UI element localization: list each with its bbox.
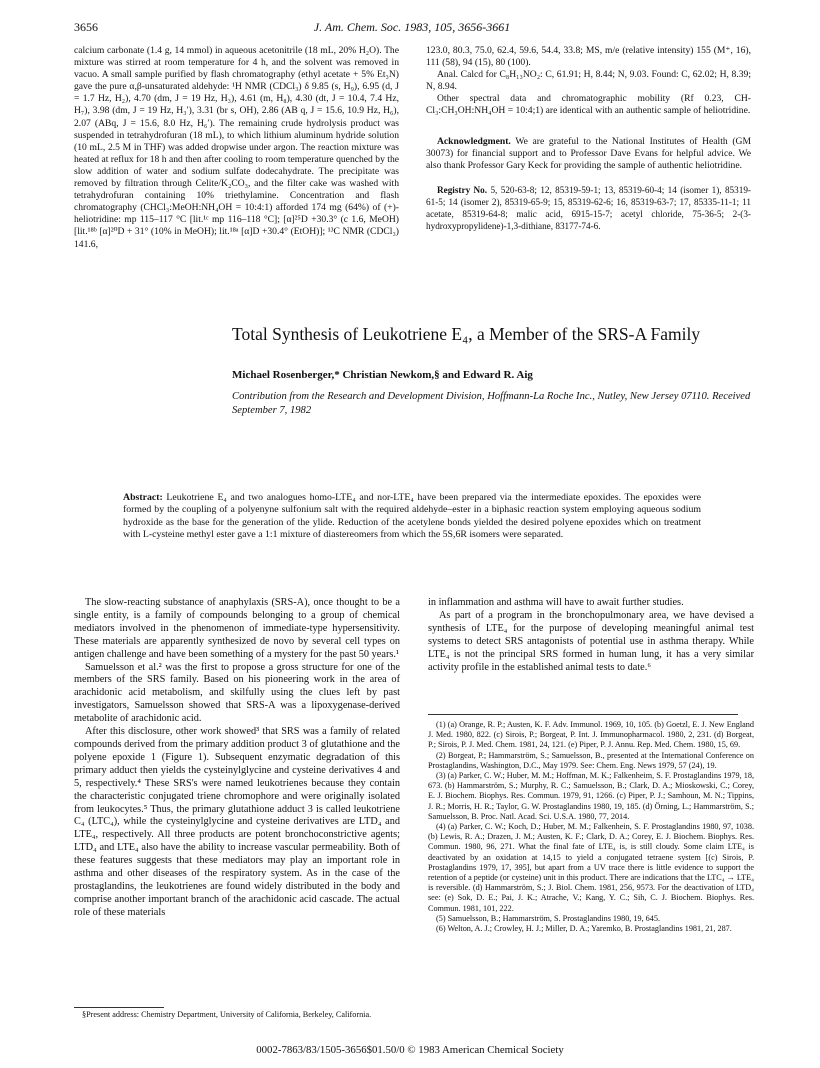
registry-numbers: [426, 184, 751, 232]
previous-article-experimental: [74, 45, 399, 251]
previous-article-end: [426, 45, 751, 232]
footnote-divider: [428, 714, 738, 715]
footnote-1: (1) (a) Orange, R. P.; Austen, K. F. Adv. Immunol. 1969, 10, 105. (b) Goetzl, E. J. New England J. Med. 1980, 822. (c) Sirois, P.; Borgeat, P. Int. J. Immunopharmacol. 1980, 2, 231. (d) Borgeat, P.; Sirois, P. J. Med. Chem. 1981, 24, 121. (e) Piper, P. J. Annu. Rep. Med. Chem. 1980, 15, 69.: [428, 720, 754, 750]
body-column-left: [74, 597, 400, 920]
page-number: 3656: [74, 20, 98, 34]
acknowledgment-heading: Acknowledgment.: [437, 135, 511, 147]
registry-text: 5, 520-63-8; 12, 85319-59-1; 13, 85319-60-4; 14 (isomer 1), 85319-61-5; 14 (isomer 2), 85319-65-9; 15, 85319-62-6; 16, 85319-63-7; 17, 85335-11-1; 11 acetate, 85319-64-8; malic acid, 6915-15-7; acetyl chloride, 75-36-5; 2-(3-hydroxypropylidene)-1,3-dithiane, 83177-74-6.: [426, 184, 751, 232]
spectral-note: Other spectral data and chromatographic mobility (Rf 0.23, CH-Cl₃:CH₃OH:NH₄OH = 10:4;1) are identical with an authentic sample of heliotridine.: [426, 93, 751, 117]
footnote-5: (5) Samuelsson, B.; Hammarström, S. Prostaglandins 1980, 19, 645.: [436, 913, 661, 923]
abstract-heading: Abstract:: [123, 492, 163, 503]
body-paragraph: The slow-reacting substance of anaphylaxis (SRS-A), once thought to be a single entity, is a family of compounds belonging to a group of chemical mediators involved in the phenomenon of immediate-type hypersensitivity. These materials are apparently synthesized de novo by several cell types on antigen challenge and have been something of a mystery for the past 50 years.¹: [74, 597, 400, 660]
body-paragraph: As part of a program in the bronchopulmonary area, we have devised a synthesis of LTE₄ for the purpose of developing meaningful animal test systems to detect SRS antagonists of potential use in asthma therapy. While LTE₄ is not the principal SRS formed in human lung, it has a very similar activity profile in the established animal tests to date.⁶: [428, 609, 754, 673]
footnotes: [428, 720, 754, 934]
elemental-analysis: Anal. Calcd for C₈H₁₃NO₂: C, 61.91; H, 8.44; N, 9.03. Found: C, 62.02; H, 8.39; N, 8.94.: [426, 69, 751, 93]
footnote-4: (4) (a) Parker, C. W.; Koch, D.; Huber, M. M.; Falkenhein, S. F. Prostaglandins 1980, 97, 1038. (b) Lewis, R. A.; Drazen, J. M.; Austen, K. F.; Clark, D. A.; Corey, E. J. Biochem. Biophys. Res. Commun. 1980, 96, 271. What the final fate of LTE₄ is, is still cloudy. Some claim LTE₄ is deactivated by an oxidation at 14,15 to yield a conjugated tetraene system [(c) Sirois, P. Prostaglandins 1979, 17, 395], but apart from a UV trace there is little evidence to support the retention of a peptide (or cysteine) unit in this product. There are indications that the LTC₄ → LTE₄ is reversible. (d) Hammarström, S.; J. Biol. Chem. 1981, 256, 9573. For the deactivation of LTD₄ see: (e) Sok, D. E.; Pai, J. K.; Atrache, V.; Kang, Y. C.; Sih, C. J. Biochem. Biophys. Res. Commun. 1981, 101, 222.: [428, 822, 754, 913]
present-address-divider: [74, 1007, 164, 1008]
footnote-3: (3) (a) Parker, C. W.; Huber, M. M.; Hoffman, M. K.; Falkenheim, S. F. Prostaglandins 1979, 18, 673. (b) Hammarström, S.; Murphy, R. C.; Samuelsson, B.; Clark, D. A.; Mioskowski, C.; Corey, E. J. Biochem. Biophys. Res. Commun. 1979, 91, 1266. (c) Piper, P. J.; Samhoun, M. N.; Tippins, J. R.; Morris, H. R.; Taylor, G. W. Prostaglandins 1980, 19, 185. (d) Örning, L.; Hammarström, S.; Samuelsson, B. Proc. Natl. Acad. Sci. U.S.A. 1980, 77, 2014.: [428, 771, 754, 821]
footnote-6: (6) Welton, A. J.; Crowley, H. J.; Miller, D. A.; Yaremko, B. Prostaglandins 1981, 21, 287.: [436, 924, 732, 934]
nmr-continued: 123.0, 80.3, 75.0, 62.4, 59.6, 54.4, 33.8; MS, m/e (relative intensity) 155 (M⁺, 16), 111 (58), 94 (15), 80 (100).: [426, 45, 751, 69]
journal-citation: J. Am. Chem. Soc. 1983, 105, 3656-3661: [313, 20, 511, 34]
article-title: Total Synthesis of Leukotriene E₄, a Member of the SRS-A Family: [232, 324, 701, 344]
body-paragraph: Samuelsson et al.² was the first to propose a gross structure for one of the members of the SRS family. Based on his pioneering work in the area of arachidonic acid metabolism, and skilfully using the clues left by past investigators, Samuelsson showed that SRS-A was a lipoxygenase-derived metabolite of arachidonic acid.: [74, 661, 400, 725]
acknowledgment: [426, 136, 751, 172]
copyright-footer: 0002-7863/83/1505-3656$01.50/0 © 1983 American Chemical Society: [256, 1044, 564, 1056]
registry-heading: Registry No.: [437, 184, 488, 195]
running-header: [74, 20, 750, 38]
footnote-2: (2) Borgeat, P.; Hammarström, S.; Samuelsson, B., presented at the International Conference on Prostaglandins, Washington, D.C., May 1979. See: Chem. Eng. News 1979, 57 (24), 19.: [428, 750, 754, 770]
present-address-note: §Present address: Chemistry Department, University of California, Berkeley, California.: [82, 1010, 372, 1019]
abstract: [123, 492, 701, 542]
experimental-paragraph: calcium carbonate (1.4 g, 14 mmol) in aqueous acetonitrile (18 mL, 20% H₂O). The mixture was stirred at room temperature for 4 h, and the solvent was removed in vacuo. A small sample purified by flash chromatography (ethyl acetate + 5% Et₃N) gave the pure α,β-unsaturated aldehyde: ¹H NMR (CDCl₃) δ 9.85 (s, H₉), 6.95 (d, J = 1.7 Hz, H₂), 4.70 (dm, J = 19 Hz, H₃), 4.61 (m, H₈), 4.30 (dt, J = 10.4, 7.4 Hz, H₇), 3.98 (dm, J = 19 Hz, H₃′), 3.31 (br s, OH), 2.86 (AB q, J = 15.6, 10.9 Hz, H₆), 2.07 (ABq, J = 15.6, 8.0 Hz, H₆′). The remaining crude hydrolysis product was suspended in tetrahydrofuran (18 mL), to which lithium aluminum hydride solution (10 mL, 2.5 M in THF) was added dropwise under argon. The reaction mixture was heated at reflux for 18 h and then after cooling to room temperature quenched by the slow addition of water and sodium sulfate dodecahydrate. The precipitate was removed by filtration through Celite/K₂CO₃, and the filter cake was washed with tetrahydrofuran containing 10% triethylamine. Concentration and flash chromatography (CHCl₃:MeOH:NH₄OH = 10:4:1) afforded 174 mg (64%) of (+)-heliotridine: mp 115–117 °C [lit.¹ᶜ mp 116–118 °C]; [α]²⁵D +30.3° (c 1.6, MeOH) [lit.¹⁸ᵇ [α]²⁰D + 31° (10% in MeOH); lit.¹⁸ᵃ [α]D +30.4° (EtOH)]; ¹³C NMR (CDCl₃) 141.6,: [74, 45, 399, 250]
acknowledgment-text: We are grateful to the National Institutes of Health (GM 30073) for financial support and to Professor Dave Evans for helpful advice. We also thank Professor Gary Keck for providing the sample of authentic heliotridine.: [426, 135, 751, 171]
body-paragraph: in inflammation and asthma will have to await further studies.: [428, 597, 684, 608]
abstract-text: Leukotriene E₄ and two analogues homo-LTE₄ and nor-LTE₄ have been prepared via the intermediate epoxides. The epoxides were formed by the coupling of a polyenyne sulfonium salt with the required aldehyde–ester in a biphasic reaction system employing aqueous sodium hydroxide as the base for the generation of the ylide. Reduction of the acetylene bonds yielded the desired polyene epoxides which on treatment with L-cysteine methyl ester gave a 1:1 mixture of diastereomers from which the 5S,6R isomers were separated.: [123, 492, 701, 541]
body-column-right: [428, 597, 754, 674]
article-affiliation: Contribution from the Research and Development Division, Hoffmann-La Roche Inc., Nutley, New Jersey 07110. Received September 7, 1982: [232, 391, 751, 416]
body-paragraph: After this disclosure, other work showed³ that SRS was a family of related compounds derived from the primary addition product 3 of glutathione and the polyene epoxide 1 (Figure 1). Subsequent enzymatic degradation of this primary adduct then yields the cysteinylglycine and cysteine derivatives 4 and 5, respectively.⁴ These SRS's were named leukotrienes because they contain the characteristic conjugated triene chromophore and were originally isolated from leukocytes.⁵ Thus, the primary glutathione adduct 3 is called leukotriene C₄ (LTC₄), while the cysteinylglycine and cysteine derivatives are LTD₄ and LTE₄, respectively. All three products are potent bronchoconstrictive agents; LTD₄ and LTE₄ also have the ability to increase vascular permeability. Both of these features suggests that these mediators may play an important role in asthma and other diseases of the respiratory system. As in the case of the prostaglandins, the leukotrienes are found widely distributed in the body and comprise another important branch of the arachidonic acid cascade. The actual role of these materials: [74, 726, 400, 918]
article-authors: Michael Rosenberger,* Christian Newkom,§ and Edward R. Aig: [232, 369, 533, 381]
